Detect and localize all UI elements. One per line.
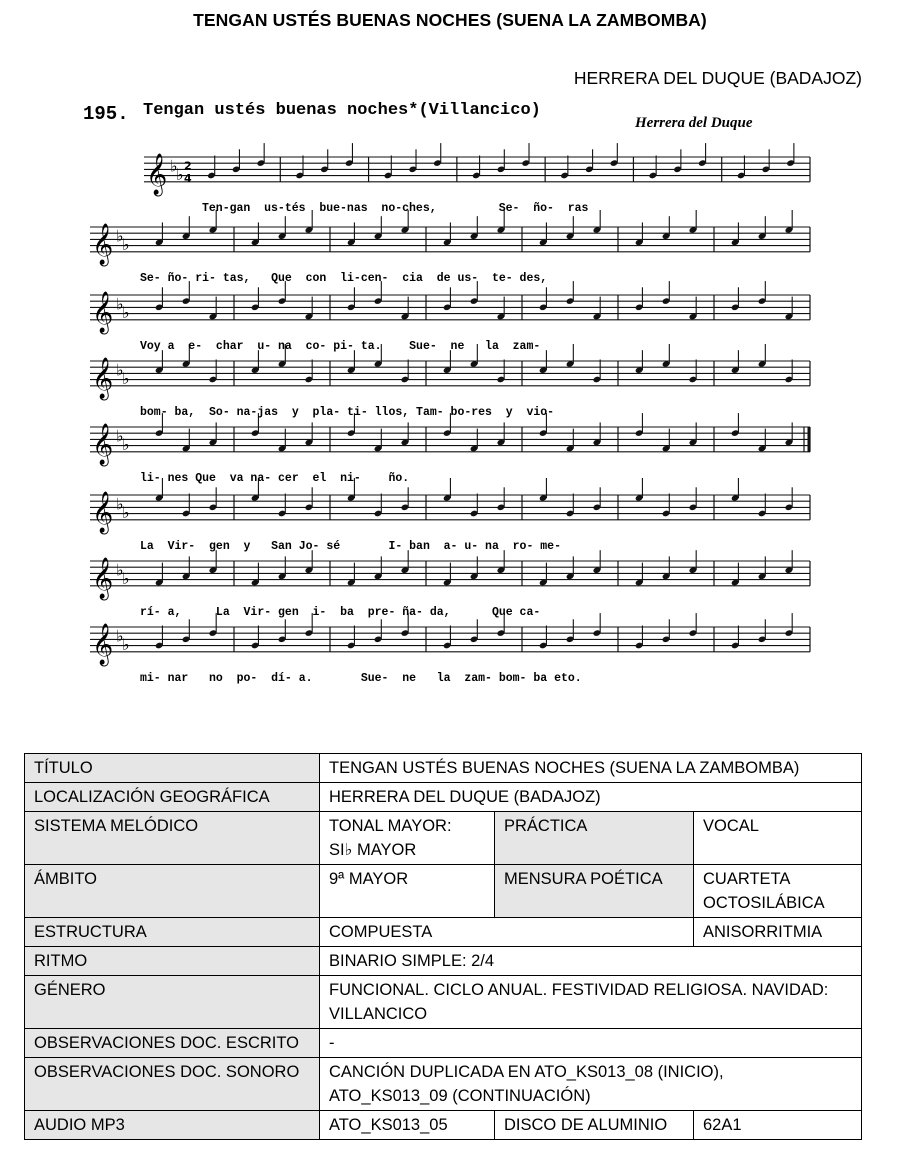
melodic-system-line-1: TONAL MAYOR: xyxy=(329,817,452,835)
flat-icon: ♭ xyxy=(122,302,130,322)
flat-icon: ♭ xyxy=(122,634,130,654)
metadata-table xyxy=(24,753,862,1140)
sound-doc-notes-value xyxy=(320,1058,862,1111)
practice-value: VOCAL xyxy=(694,812,862,865)
time-signature-bottom: 4 xyxy=(184,171,192,185)
lyric-line: mi- nar no po- dí- a. Sue- ne la zam- bom- ba eto. xyxy=(140,671,582,685)
genre-line-1: FUNCIONAL. CICLO ANUAL. FESTIVIDAD RELIGIOSA. NAVIDAD: xyxy=(329,981,829,999)
title-value: TENGAN USTÉS BUENAS NOCHES (SUENA LA ZAMBOMBA) xyxy=(320,754,862,783)
flat-icon: ♭ xyxy=(116,560,124,580)
table-row xyxy=(25,865,862,918)
genre-label: GÉNERO xyxy=(25,976,320,1029)
lyric-line: Ten-gan us-tés bue-nas no-ches, Se- ño- ras xyxy=(202,201,589,215)
table-row xyxy=(25,1111,862,1140)
location-heading: HERRERA DEL DUQUE (BADAJOZ) xyxy=(573,68,862,88)
flat-icon: ♭ xyxy=(122,502,130,522)
location-value: HERRERA DEL DUQUE (BADAJOZ) xyxy=(320,783,862,812)
score-number: 195. xyxy=(83,103,129,125)
page-title: TENGAN USTÉS BUENAS NOCHES (SUENA LA ZAMBOMBA) xyxy=(193,10,707,30)
flat-icon: ♭ xyxy=(116,294,124,314)
table-row xyxy=(25,1029,862,1058)
title-label: TÍTULO xyxy=(25,754,320,783)
melodic-system-line-2: SI♭ MAYOR xyxy=(329,841,417,859)
music-score xyxy=(80,95,820,695)
flat-icon: ♭ xyxy=(116,360,124,380)
table-row xyxy=(25,1058,862,1111)
location-label: LOCALIZACIÓN GEOGRÁFICA xyxy=(25,783,320,812)
score-place: Herrera del Duque xyxy=(635,115,753,131)
audio-label: AUDIO MP3 xyxy=(25,1111,320,1140)
treble-clef-icon: 𝄞 xyxy=(146,153,168,195)
flat-icon: ♭ xyxy=(176,164,184,184)
rhythmicity-value: ANISORRITMIA xyxy=(694,918,862,947)
lyric-line: li- nes Que va na- cer el ni- ño. xyxy=(140,471,410,485)
range-value: 9ª MAYOR xyxy=(320,865,495,918)
score-name: Tengan ustés buenas noches*(Villancico) xyxy=(143,101,541,120)
practice-label: PRÁCTICA xyxy=(495,812,694,865)
poetic-meter-label: MENSURA POÉTICA xyxy=(495,865,694,918)
treble-clef-icon: 𝄞 xyxy=(92,491,114,533)
table-row xyxy=(25,783,862,812)
written-doc-notes-value: - xyxy=(320,1029,862,1058)
flat-icon: ♭ xyxy=(170,156,178,176)
flat-icon: ♭ xyxy=(122,234,130,254)
treble-clef-icon: 𝄞 xyxy=(92,557,114,599)
rhythm-label: RITMO xyxy=(25,947,320,976)
lyric-line: La Vir- gen y San Jo- sé I- ban a- u- na ro- me- xyxy=(140,539,561,553)
flat-icon: ♭ xyxy=(122,568,130,588)
poetic-meter-value xyxy=(694,865,862,918)
sound-doc-notes-label: OBSERVACIONES DOC. SONORO xyxy=(25,1058,320,1111)
table-row xyxy=(25,754,862,783)
treble-clef-icon: 𝄞 xyxy=(92,423,114,465)
lyric-line: bom- ba, So- na-jas y pla- ti- llos, Tam- bo-res y vio- xyxy=(140,405,555,419)
flat-icon: ♭ xyxy=(122,368,130,388)
flat-icon: ♭ xyxy=(116,626,124,646)
sound-doc-notes-line-1: CANCIÓN DUPLICADA EN ATO_KS013_08 (INICIO), xyxy=(329,1063,724,1081)
poetic-meter-line-2: OCTOSILÁBICA xyxy=(703,894,825,912)
treble-clef-icon: 𝄞 xyxy=(92,623,114,665)
sound-doc-notes-line-2: ATO_KS013_09 (CONTINUACIÓN) xyxy=(329,1087,591,1105)
lyric-line: Voy a e- char u- na co- pi- ta. Sue- ne la zam- xyxy=(140,339,541,353)
table-row xyxy=(25,947,862,976)
table-row xyxy=(25,976,862,1029)
flat-icon: ♭ xyxy=(116,226,124,246)
table-row xyxy=(25,812,862,865)
poetic-meter-line-1: CUARTETA xyxy=(703,870,791,888)
treble-clef-icon: 𝄞 xyxy=(92,223,114,265)
genre-value xyxy=(320,976,862,1029)
time-signature-top: 2 xyxy=(184,159,192,173)
genre-line-2: VILLANCICO xyxy=(329,1005,428,1023)
melodic-system-value xyxy=(320,812,495,865)
structure-value: COMPUESTA xyxy=(320,918,694,947)
treble-clef-icon: 𝄞 xyxy=(92,291,114,333)
audio-value: ATO_KS013_05 xyxy=(320,1111,495,1140)
disc-label: DISCO DE ALUMINIO xyxy=(495,1111,694,1140)
treble-clef-icon: 𝄞 xyxy=(92,357,114,399)
lyric-line: Se- ño- ri- tas, Que con li-cen- cia de us- te- des, xyxy=(140,271,548,285)
rhythm-value: BINARIO SIMPLE: 2/4 xyxy=(320,947,862,976)
written-doc-notes-label: OBSERVACIONES DOC. ESCRITO xyxy=(25,1029,320,1058)
melodic-system-label: SISTEMA MELÓDICO xyxy=(25,812,320,865)
flat-icon: ♭ xyxy=(116,426,124,446)
disc-value: 62A1 xyxy=(694,1111,862,1140)
lyric-line: rí- a, La Vir- gen i- ba pre- ña- da, Que ca- xyxy=(140,605,541,619)
flat-icon: ♭ xyxy=(122,434,130,454)
range-label: ÁMBITO xyxy=(25,865,320,918)
structure-label: ESTRUCTURA xyxy=(25,918,320,947)
table-row xyxy=(25,918,862,947)
flat-icon: ♭ xyxy=(116,494,124,514)
